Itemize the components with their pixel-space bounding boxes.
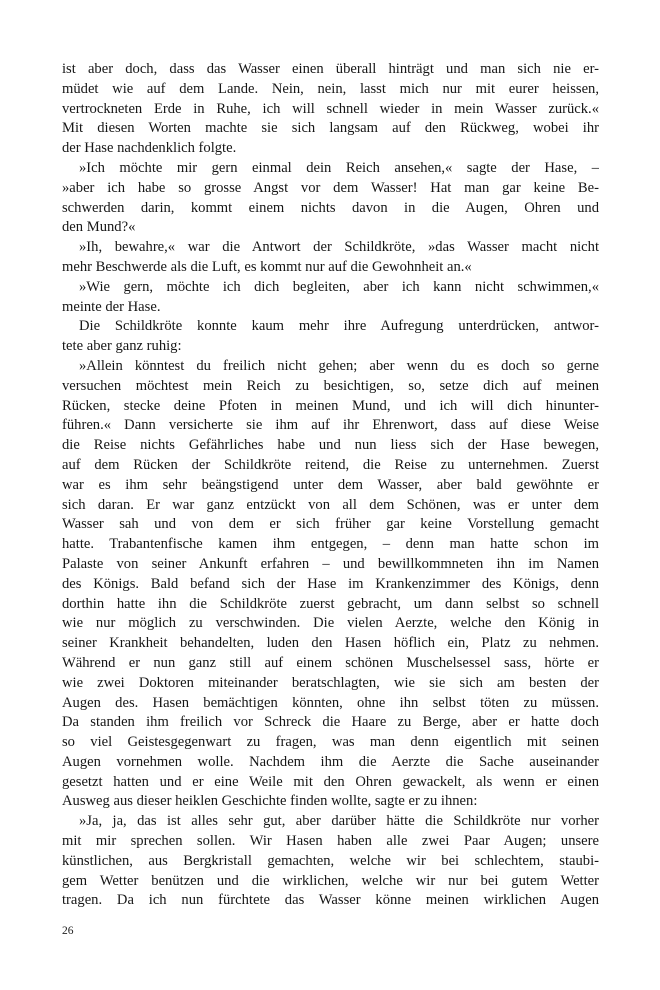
text-line: die Reise nichts Gefährliches habe und nun liess sich der Hase bewegen, bbox=[62, 437, 599, 454]
text-line: führen.« Dann versicherte sie ihm auf ihr Ehrenwort, dass auf diese Weise bbox=[62, 417, 599, 434]
text-line: Während er nun ganz still auf einem schönen Muschelsessel sass, hörte er bbox=[62, 654, 599, 671]
text-line: Die Schildkröte konnte kaum mehr ihre Aufregung unterdrücken, antwor- bbox=[79, 318, 599, 335]
text-line: Augen vornehmen wolle. Nachdem ihm die Aerzte die Sache auseinander bbox=[62, 753, 599, 770]
text-line: Palaste von seiner Ankunft erfahren – und bewillkommneten ihn im Namen bbox=[62, 555, 599, 572]
text-line: mit mir sprechen sollen. Wir Hasen haben alle zwei Paar Augen; unsere bbox=[62, 833, 599, 850]
text-line: »Ja, ja, das ist alles sehr gut, aber darüber hätte die Schildkröte nur vorher bbox=[79, 813, 599, 830]
text-line: gem Wetter benützen und die wirklichen, welche wir nur bei gutem Wetter bbox=[62, 872, 599, 889]
text-line: Wasser sah und von dem er sich früher gar keine Vorstellung gemacht bbox=[62, 516, 599, 533]
page-number: 26 bbox=[62, 925, 74, 937]
paragraph bbox=[62, 317, 599, 357]
text-line: »Allein könntest du freilich nicht gehen; aber wenn du es doch so gerne bbox=[79, 357, 599, 374]
text-line: tragen. Da ich nun fürchtete das Wasser könne meinen wirklichen Augen bbox=[62, 892, 599, 909]
text-line: »Wie gern, möchte ich dich begleiten, aber ich kann nicht schwimmen,« bbox=[79, 278, 599, 295]
paragraph bbox=[62, 357, 599, 812]
text-line: wie zwei Doktoren miteinander beratschlagten, wie sie sich am besten der bbox=[62, 674, 599, 691]
text-line: tete aber ganz ruhig: bbox=[62, 338, 182, 355]
text-line: Da standen ihm freilich vor Schreck die Haare zu Berge, aber er hatte doch bbox=[62, 714, 599, 731]
text-line: Mit diesen Worten machte sie sich langsam auf den Rückweg, wobei ihr bbox=[62, 120, 599, 137]
text-line: müdet wie auf dem Lande. Nein, nein, lasst mich nur mit eurer heissen, bbox=[62, 80, 599, 97]
text-line: »Ih, bewahre,« war die Antwort der Schildkröte, »das Wasser macht nicht bbox=[79, 239, 599, 256]
text-line: war es ihm sehr beängstigend unter dem Wasser, aber bald gewöhnte er bbox=[62, 476, 599, 493]
text-line: Augen des. Hasen bemächtigen könnten, ohne ihn selbst töten zu müssen. bbox=[62, 694, 599, 711]
paragraph bbox=[62, 238, 599, 278]
text-line: meinte der Hase. bbox=[62, 298, 161, 315]
text-line: des Königs. Bald befand sich der Hase im Krankenzimmer des Königs, denn bbox=[62, 575, 599, 592]
text-line: wie nur möglich zu verschwinden. Die vielen Aerzte, welche den König in bbox=[62, 615, 599, 632]
text-line: auf dem Rücken der Schildkröte reitend, die Reise zu unternehmen. Zuerst bbox=[62, 456, 599, 473]
text-line: der Hase nachdenklich folgte. bbox=[62, 140, 237, 157]
text-line: gesetzt hatten und er eine Weile mit den Ohren gewackelt, als wenn er einen bbox=[62, 773, 599, 790]
text-line: künstlichen, aus Bergkristall gemachten, welche wir bei schlechtem, staubi- bbox=[62, 852, 599, 869]
text-line: sich daran. Er war ganz entzückt von all dem Schönen, was er unter dem bbox=[62, 496, 599, 513]
text-line: Rücken, stecke deine Pfoten in meinen Mund, und ich will dich hinunter- bbox=[62, 397, 599, 414]
text-line: hatte. Trabantenfische kamen ihm entgegen, – denn man hatte schon im bbox=[62, 536, 599, 553]
text-line: »Ich möchte mir gern einmal dein Reich ansehen,« sagte der Hase, – bbox=[79, 159, 599, 176]
paragraph bbox=[62, 812, 599, 911]
text-line: versuchen möchtest mein Reich zu besichtigen, so, setze dich auf meinen bbox=[62, 377, 599, 394]
text-line: »aber ich habe so grosse Angst vor dem Wasser! Hat man gar keine Be- bbox=[62, 179, 599, 196]
text-line: seiner Krankheit behandelten, luden den Hasen höflich ein, Platz zu nehmen. bbox=[62, 635, 599, 652]
text-block bbox=[62, 60, 599, 911]
text-line: Ausweg aus dieser heiklen Geschichte finden wollte, sagte er zu ihnen: bbox=[62, 793, 478, 810]
paragraph bbox=[62, 60, 599, 159]
text-line: vertrockneten Erde in Ruhe, ich will schnell wieder in mein Wasser zurück.« bbox=[62, 100, 599, 117]
text-line: ist aber doch, dass das Wasser einen überall hinträgt und man sich nie er- bbox=[62, 61, 599, 77]
paragraph bbox=[62, 278, 599, 318]
text-line: den Mund?« bbox=[62, 219, 136, 236]
text-line: mehr Beschwerde als die Luft, es kommt nur auf die Gewohnheit an.« bbox=[62, 258, 472, 275]
paragraph bbox=[62, 159, 599, 238]
text-line: schwerden darin, kommt einem nichts davon in die Augen, Ohren und bbox=[62, 199, 599, 216]
text-line: so viel Geistesgegenwart zu fragen, was man denn eigentlich mit seinen bbox=[62, 734, 599, 751]
text-line: dorthin hatte ihn die Schildkröte zuerst gebracht, um dann selbst so schnell bbox=[62, 595, 599, 612]
